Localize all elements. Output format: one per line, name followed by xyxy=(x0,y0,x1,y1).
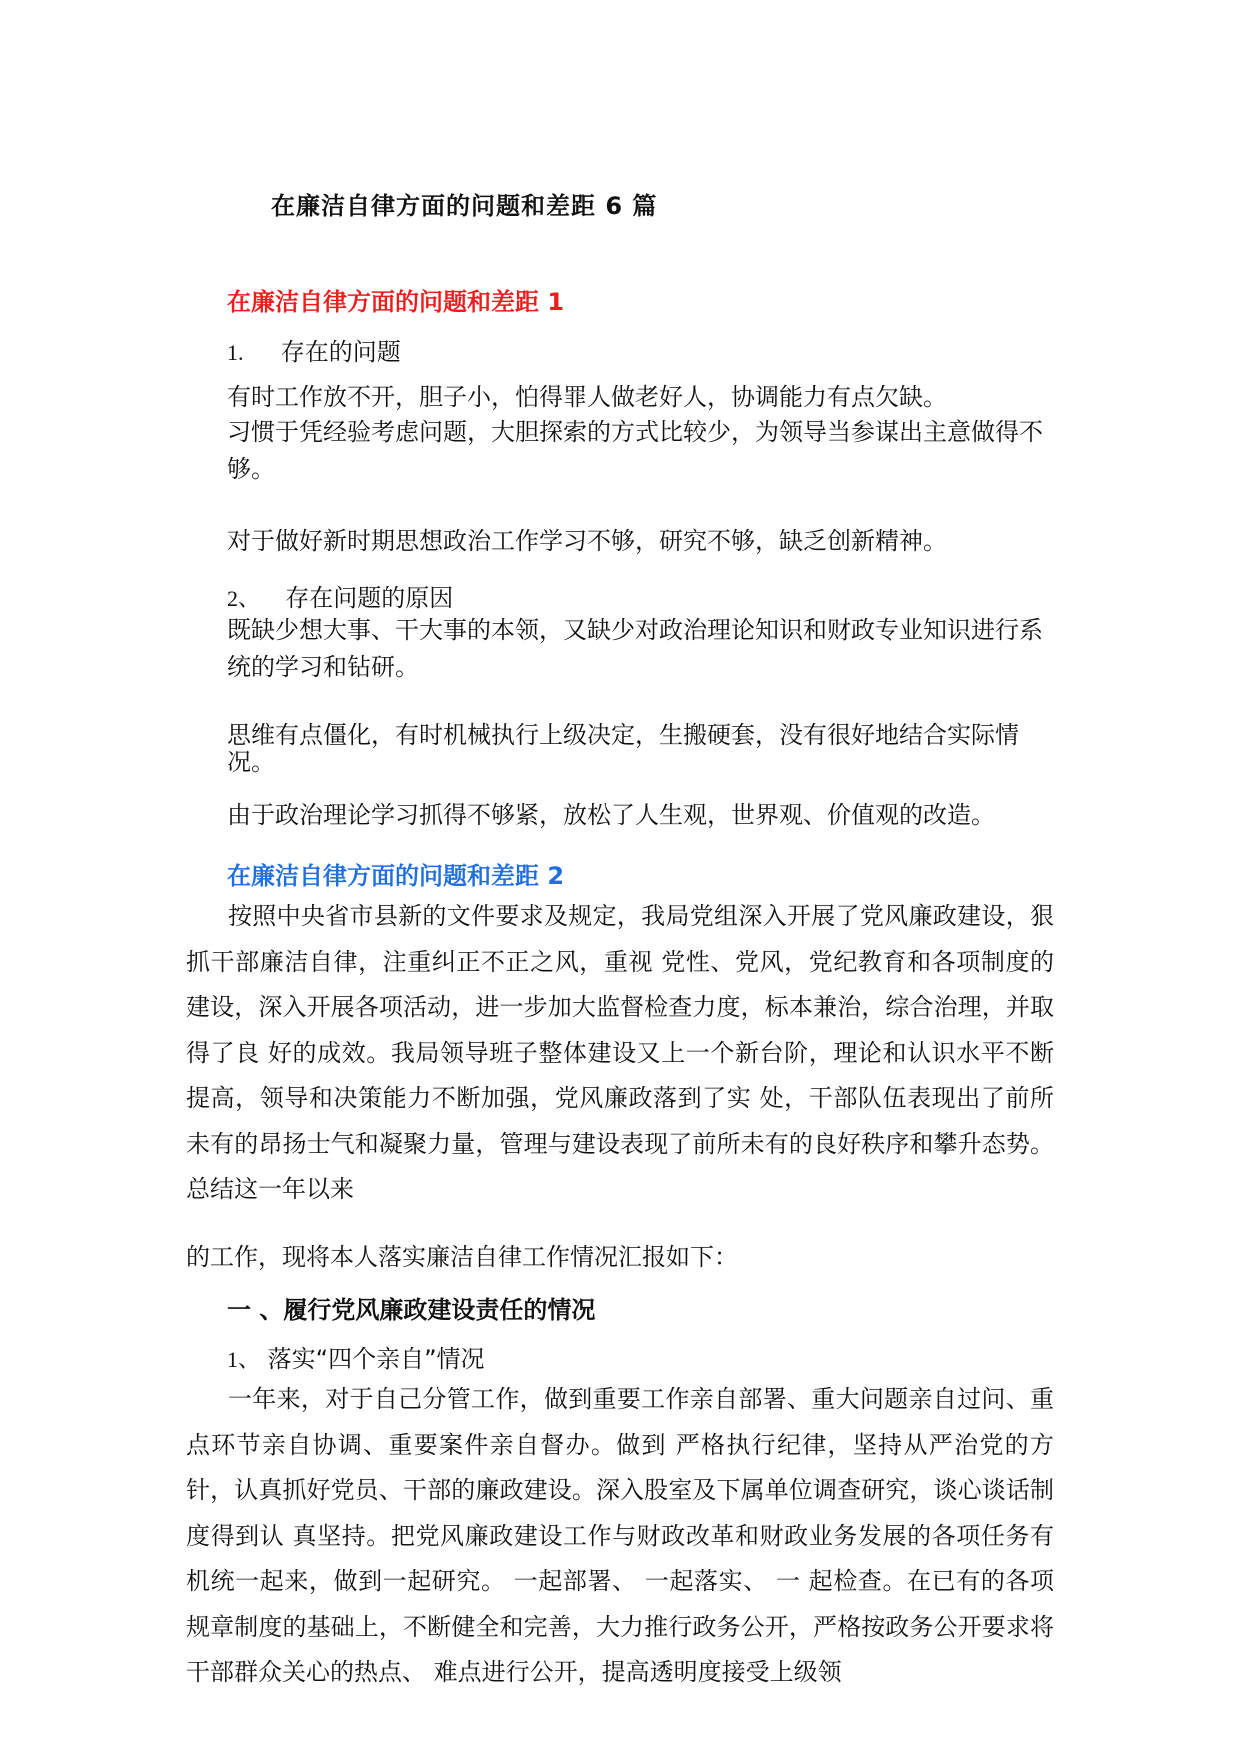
section-2-paragraph-1: 按照中央省市县新的文件要求及规定，我局党组深入开展了党风廉政建设，狠抓干部廉洁自律，注重纠正不正之风，重视 党性、党风，党纪教育和各项制度的建设，深入开展各项活动，进一步加大监督检查力度，标本兼治，综合治理，并取得了良 好的成效。我局领导班子整体建设又上一个新台阶，理论和认识水平不断提高，领导和决策能力不断加强，党风廉政落到了实 处，干部队伍表现出了前所未有的昂扬士气和凝聚力量，管理与建设表现了前所未有的良好秩序和攀升态势。总结这一年以来 xyxy=(186,902,1054,1203)
section-2-subheading: 一 、履行党风廉政建设责任的情况 xyxy=(227,1296,596,1324)
item-number: 2、 xyxy=(227,586,261,611)
section-1-heading: 在廉洁自律方面的问题和差距 1 xyxy=(227,288,565,316)
section-1-item-1 xyxy=(227,332,401,367)
item-label: 存在问题的原因 xyxy=(285,584,454,612)
section-2-paragraph-3: 一年来，对于自己分管工作，做到重要工作亲自部署、重大问题亲自过问、重点环节亲自协调、重要案件亲自督办。做到 严格执行纪律，坚持从严治党的方针，认真抓好党员、干部的廉政建设。深入股室及下属单位调查研究，谈心谈话制度得到认 真坚持。把党风廉政建设工作与财政改革和财政业务发展的各项任务有机统一起来，做到一起研究。 一起部署、 一起落实、 一 起检查。在已有的各项规章制度的基础上，不断健全和完善，大力推行政务公开，严格按政务公开要求将干部群众关心的热点、 难点进行公开，提高透明度接受上级领 xyxy=(186,1385,1054,1686)
item-label: 存在的问题 xyxy=(280,338,401,366)
section-2-heading: 在廉洁自律方面的问题和差距 2 xyxy=(227,862,565,890)
item-number: 1、 xyxy=(227,1347,261,1372)
section-1-paragraph-2: 习惯于凭经验考虑问题，大胆探索的方式比较少，为领导当参谋出主意做得不够。 xyxy=(227,418,1043,483)
section-1-paragraph-3: 对于做好新时期思想政治工作学习不够，研究不够，缺乏创新精神。 xyxy=(227,527,947,555)
section-1-paragraph-4: 既缺少想大事、干大事的本领，又缺少对政治理论知识和财政专业知识进行系统的学习和钻研。 xyxy=(227,616,1043,681)
section-2-item-1 xyxy=(227,1339,485,1374)
item-number: 1. xyxy=(227,340,244,365)
document-title: 在廉洁自律方面的问题和差距 6 篇 xyxy=(271,192,658,220)
section-1-item-2 xyxy=(227,578,453,613)
section-1-paragraph-6: 由于政治理论学习抓得不够紧，放松了人生观，世界观、价值观的改造。 xyxy=(227,801,995,829)
section-1-paragraph-5: 思维有点僵化，有时机械执行上级决定，生搬硬套，没有很好地结合实际情况。 xyxy=(227,721,1019,776)
item-label: 落实“四个亲自”情况 xyxy=(267,1345,485,1373)
section-1-paragraph-1: 有时工作放不开，胆子小，怕得罪人做老好人，协调能力有点欠缺。 xyxy=(227,383,947,411)
section-2-paragraph-2: 的工作，现将本人落实廉洁自律工作情况汇报如下： xyxy=(186,1243,738,1271)
